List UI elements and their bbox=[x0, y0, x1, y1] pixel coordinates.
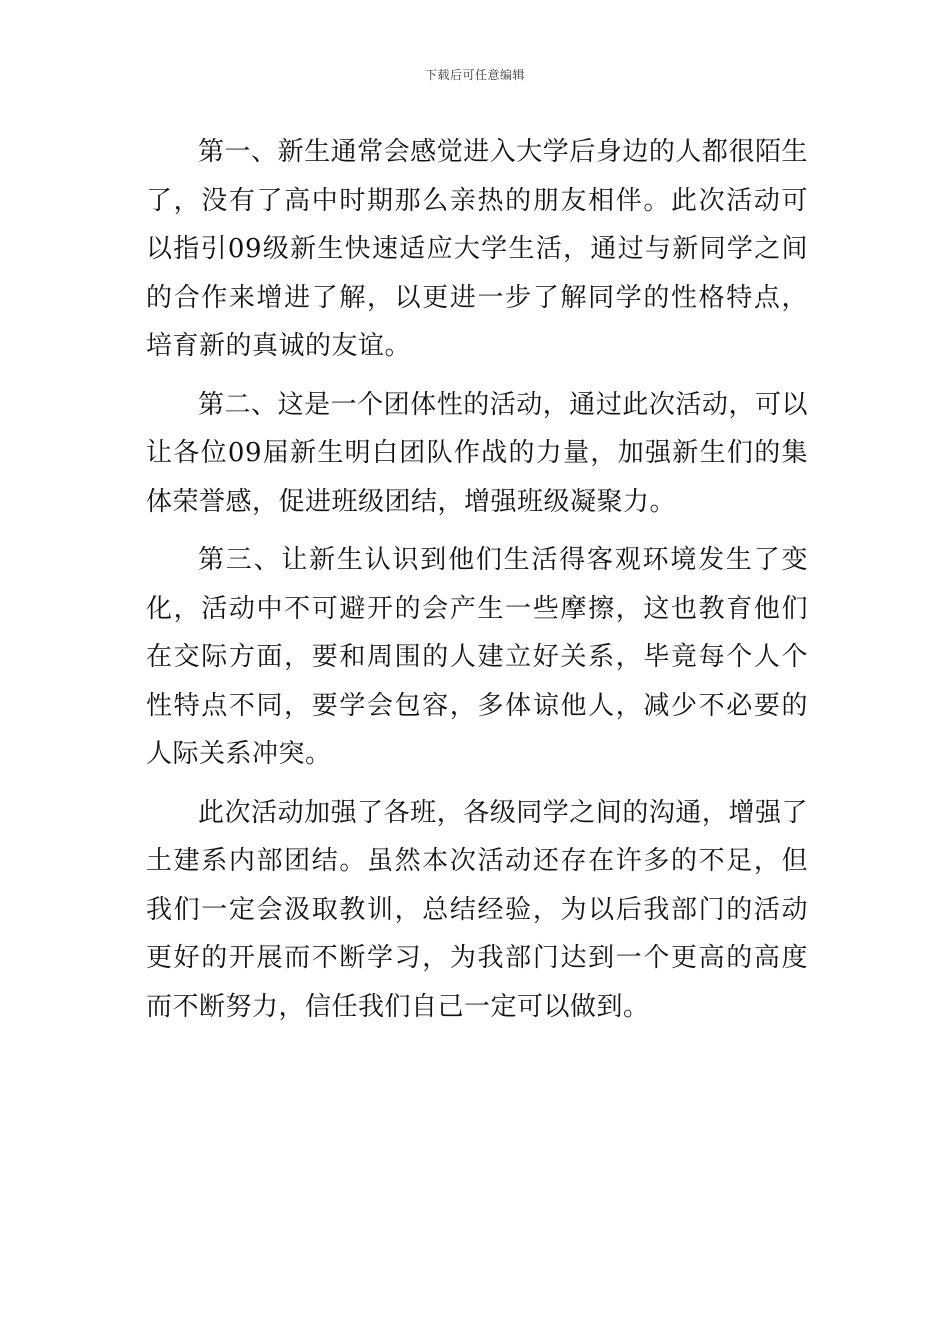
paragraph-2: 第二、这是一个团体性的活动，通过此次活动，可以让各位09届新生明白团队作战的力量，加强新生们的集体荣誉感，促进班级团结，增强班级凝聚力。 bbox=[146, 389, 808, 517]
paragraph-4: 此次活动加强了各班，各级同学之间的沟通，增强了土建系内部团结。虽然本次活动还存在许多的不足，但我们一定会汲取教训，总结经验，为以后我部门的活动更好的开展而不断学习，为我部门达到一个更高的高度而不断努力，信任我们自己一定可以做到。 bbox=[146, 797, 808, 1022]
paragraph-1: 第一、新生通常会感觉进入大学后身边的人都很陌生了，没有了高中时期那么亲热的朋友相伴。此次活动可以指引09级新生快速适应大学生活，通过与新同学之间的合作来增进了解，以更进一步了解同学的性格特点，培育新的真诚的友谊。 bbox=[146, 137, 808, 361]
document-body bbox=[146, 128, 808, 1041]
paragraph-3: 第三、让新生认识到他们生活得客观环境发生了变化，活动中不可避开的会产生一些摩擦，这也教育他们在交际方面，要和周围的人建立好关系，毕竟每个人个性特点不同，要学会包容，多体谅他人，减少不必要的人际关系冲突。 bbox=[146, 545, 808, 769]
header-note: 下载后可任意编辑 bbox=[424, 68, 525, 82]
